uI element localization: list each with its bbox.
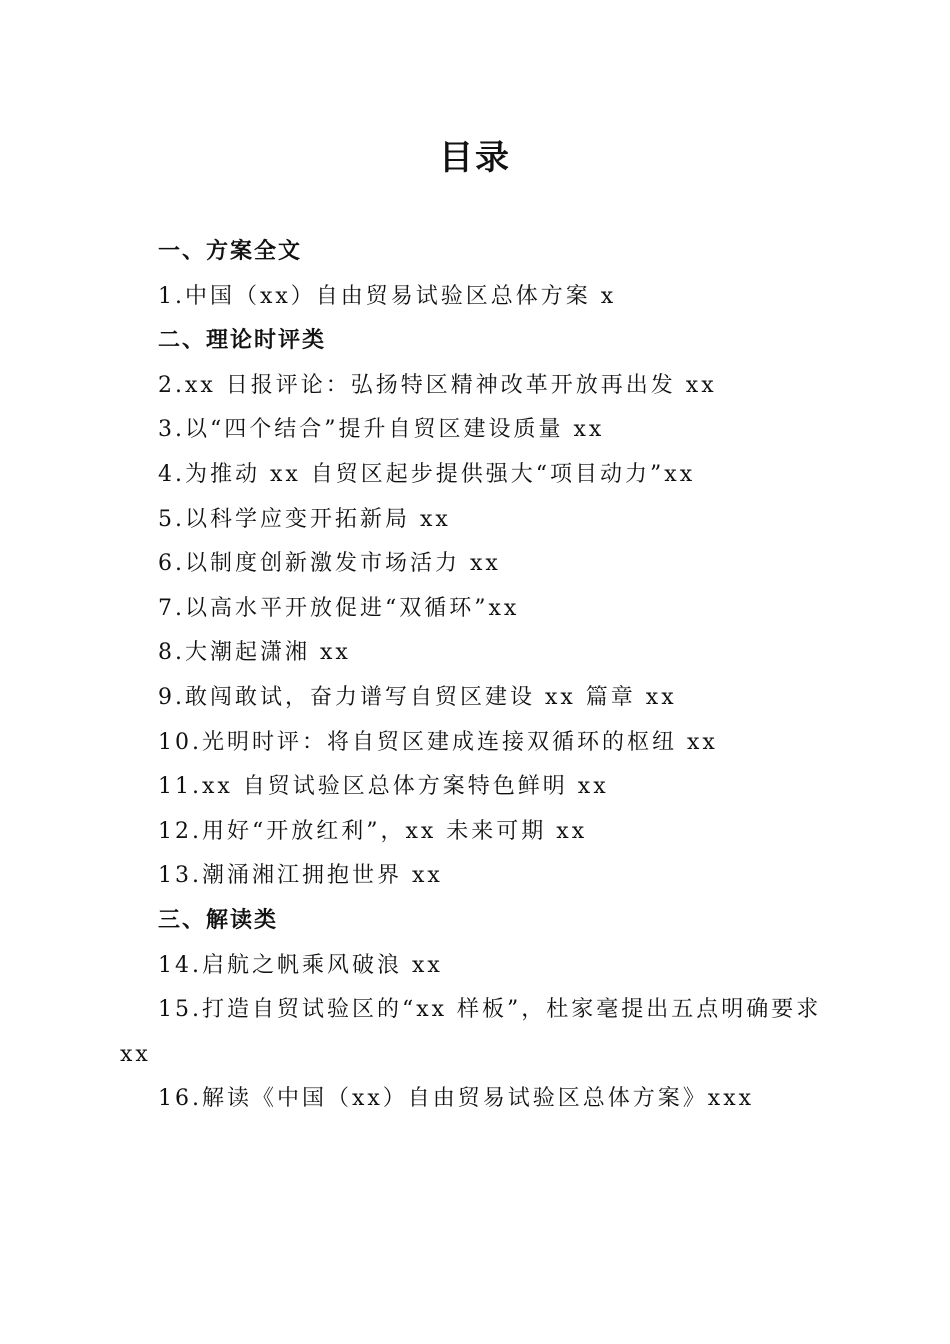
toc-item: 3.以“四个结合”提升自贸区建设质量 xx	[158, 417, 605, 443]
toc-item: 9.敢闯敢试，奋力谱写自贸区建设 xx 篇章 xx	[158, 684, 677, 710]
toc-item: 14.启航之帆乘风破浪 xx	[158, 952, 443, 978]
toc-item: 8.大潮起潇湘 xx	[158, 640, 351, 666]
toc-item: 2.xx 日报评论：弘扬特区精神改革开放再出发 xx	[158, 372, 717, 398]
toc-item: 4.为推动 xx 自贸区起步提供强大“项目动力”xx	[158, 461, 696, 487]
toc-section-heading: 二、理论时评类	[158, 328, 327, 354]
toc-item: 10.光明时评：将自贸区建成连接双循环的枢纽 xx	[158, 729, 718, 755]
toc-item: 6.以制度创新激发市场活力 xx	[158, 551, 501, 577]
toc-item: 1.中国（xx）自由贸易试验区总体方案 x	[158, 283, 617, 309]
toc-item: 12.用好“开放红利”，xx 未来可期 xx	[158, 818, 588, 844]
page-title: 目录	[439, 138, 511, 178]
toc-item: 13.潮涌湘江拥抱世界 xx	[158, 863, 443, 889]
toc-item: 15.打造自贸试验区的“xx 样板”，杜家毫提出五点明确要求 xx	[120, 997, 822, 1067]
toc-item: 11.xx 自贸试验区总体方案特色鲜明 xx	[158, 774, 609, 800]
toc-item: 16.解读《中国（xx）自由贸易试验区总体方案》xxx	[158, 1086, 755, 1112]
table-of-contents	[120, 230, 830, 1122]
toc-section-heading: 一、方案全文	[158, 239, 303, 264]
toc-item: 7.以高水平开放促进“双循环”xx	[158, 595, 520, 621]
toc-section-heading: 三、解读类	[158, 907, 279, 933]
toc-item: 5.以科学应变开拓新局 xx	[158, 506, 451, 532]
